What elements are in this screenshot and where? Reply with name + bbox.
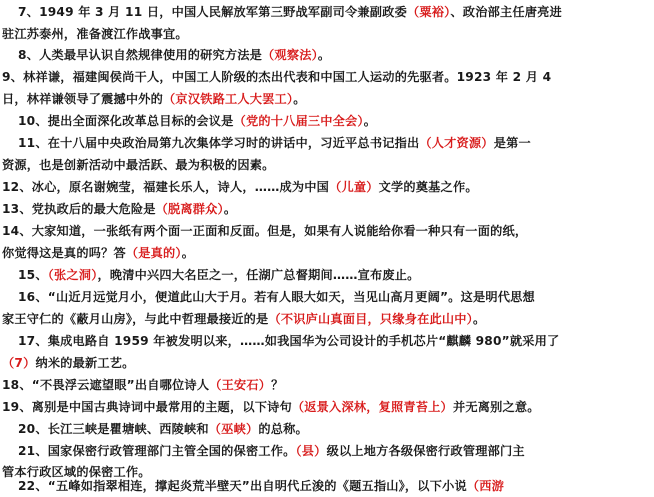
text-line: 你觉得这是真的吗？答（是真的）。 [2, 246, 195, 260]
answer-text: （7） [2, 356, 36, 370]
text-line: 11、在十八届中央政治局第九次集体学习时的讲话中，习近平总书记指出（人才资源）是第一 [18, 136, 531, 150]
text-line: 日，林祥谦领导了震撼中外的（京汉铁路工人大罢工）。 [2, 92, 306, 106]
answer-text: （脱离群众） [155, 202, 224, 216]
answer-text: （观察法） [262, 48, 318, 62]
text-line: 管本行政区域的保密工作。 [2, 465, 151, 479]
text-line: 20、长江三峡是瞿塘峡、西陵峡和（巫峡）的总称。 [18, 422, 308, 436]
answer-text: （张之洞） [47, 268, 98, 282]
text-line: 9、林祥谦，福建闽侯尚干人，中国工人阶级的杰出代表和中国工人运动的先驱者。1923 年 2 月 4 [2, 70, 552, 84]
answer-text: （不识庐山真面目，只缘身在此山中） [268, 312, 473, 326]
answer-text: （是真的） [125, 246, 182, 260]
text-line: 18、“不畏浮云遮望眼”出自哪位诗人（王安石）？ [2, 378, 284, 392]
text-line: 21、国家保密行政管理部门主管全国的保密工作。（县）级以上地方各级保密行政管理部门主 [18, 444, 525, 458]
text-line: 22、“五峰如指翠相连，撑起炎荒半壁天”出自明代丘浚的《题五指山》，以下小说（西游 [18, 479, 505, 493]
answer-text: （西游 [466, 479, 505, 493]
text-line: 14、大家知道，一张纸有两个面一正面和反面。但是，如果有人说能给你看一种只有一面的纸， [2, 224, 528, 238]
answer-text: （返景入深林，复照青苔上） [291, 400, 453, 414]
text-line: 15、（张之洞），晚清中兴四大名臣之一，任湖广总督期间……宣布废止。 [18, 268, 420, 282]
answer-text: （王安石） [209, 378, 272, 392]
answer-text: （京汉铁路工人大罢工） [163, 92, 294, 106]
text-line: 驻江苏泰州，准备渡江作战事宜。 [2, 27, 188, 41]
text-line: 7、1949 年 3 月 11 日，中国人民解放军第三野战军副司令兼副政委（粟裕）、政治部主任唐亮进 [18, 5, 562, 19]
answer-text: （县） [295, 444, 327, 458]
text-line: 8、人类最早认识自然规律使用的研究方法是（观察法）。 [18, 48, 331, 62]
text-line: 13、党执政后的最大危险是（脱离群众）。 [2, 202, 237, 216]
answer-text: （粟裕） [406, 5, 451, 19]
text-line: 资源，也是创新活动中最活跃、最为积极的因素。 [2, 158, 275, 172]
text-line: 16、“山近月远觉月小，便道此山大于月。若有人眼大如天，当见山高月更阔”。这是明代思想 [18, 290, 535, 304]
text-line: 12、冰心，原名谢婉莹，福建长乐人，诗人，……成为中国（儿童）文学的奠基之作。 [2, 180, 478, 194]
text-line: 19、离别是中国古典诗词中最常用的主题，以下诗句（返景入深林，复照青苔上）并无离别之意。 [2, 400, 540, 414]
text-line: 17、集成电路自 1959 年被发明以来，……如我国华为公司设计的手机芯片“麒麟 980”就采用了 [18, 334, 560, 348]
text-line: 家王守仁的《蔽月山房》，与此中哲理最接近的是（不识庐山真面目，只缘身在此山中）。 [2, 312, 486, 326]
text-line: 10、提出全面深化改革总目标的会议是（党的十八届三中全会）。 [18, 114, 377, 128]
answer-text: （儿童） [329, 180, 379, 194]
text-line: （7）纳米的最新工艺。 [2, 356, 135, 370]
answer-text: （党的十八届三中全会） [233, 114, 364, 128]
answer-text: （巫峡） [208, 422, 259, 436]
answer-text: （人才资源） [419, 136, 494, 150]
